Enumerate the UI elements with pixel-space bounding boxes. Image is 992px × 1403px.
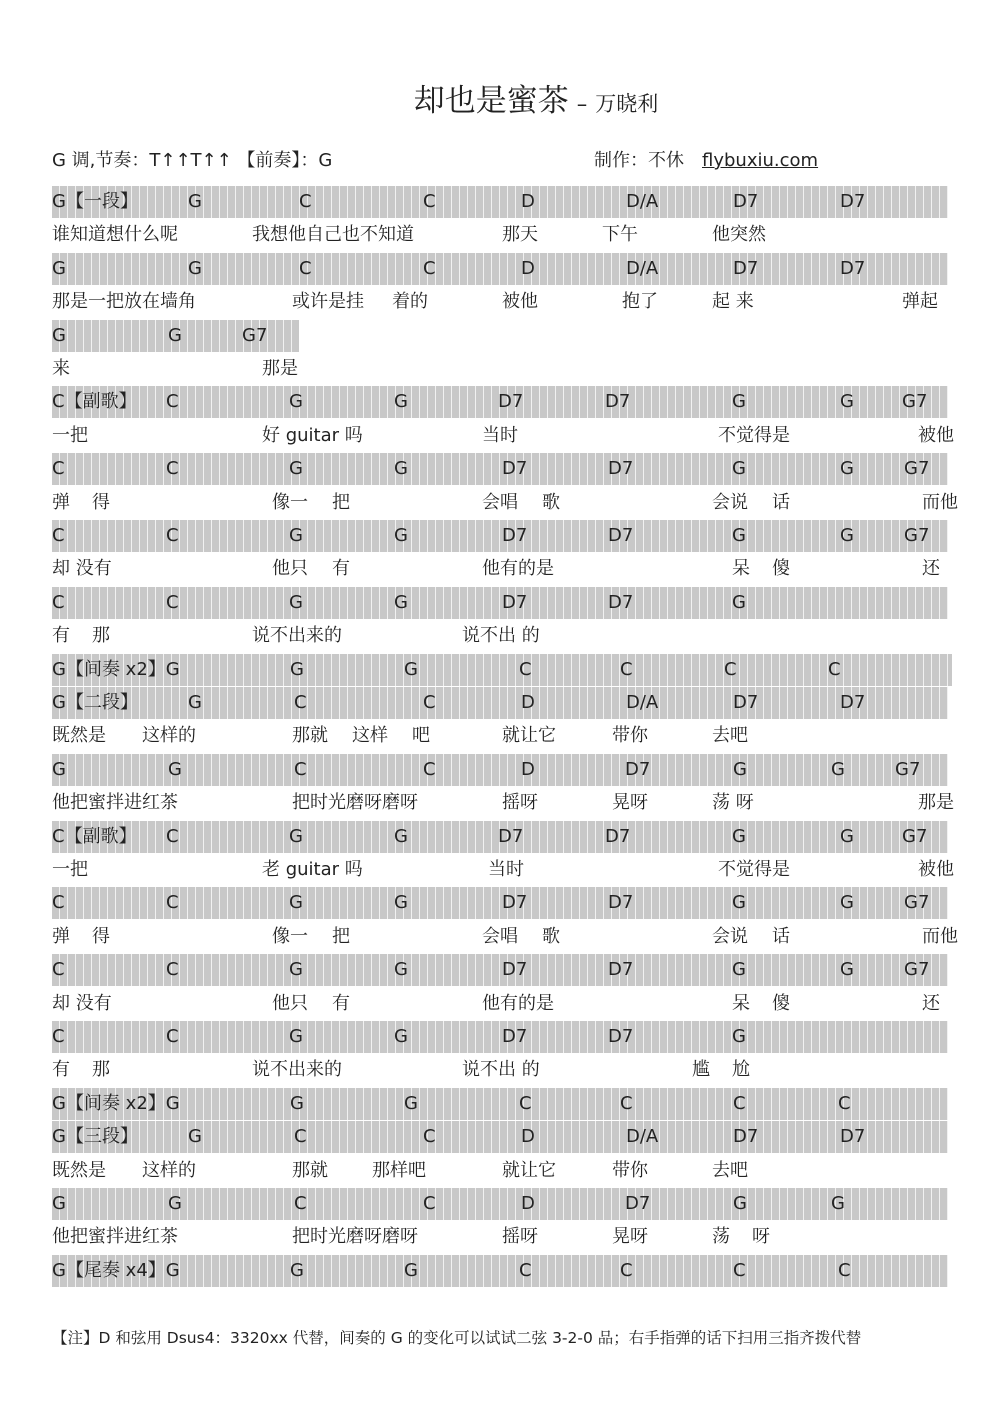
- chord-symbol: D: [521, 692, 535, 713]
- lyric-text: 下午: [602, 224, 638, 245]
- chord-symbol: C: [423, 1193, 436, 1214]
- chord-line: [52, 1088, 948, 1120]
- chord-symbol: D7: [502, 525, 528, 546]
- chord-line: [52, 186, 948, 218]
- maker-website-link[interactable]: flybuxiu.com: [702, 150, 819, 171]
- song-title: 却也是蜜茶: [413, 83, 569, 119]
- lyric-text: 我想他自己也不知道: [252, 224, 414, 245]
- chord-symbol: G: [52, 1193, 66, 1214]
- lyric-text: 他把蜜拌进红茶: [52, 792, 178, 813]
- lyric-text: 他突然: [712, 224, 766, 245]
- lyric-text: 起 来: [712, 291, 754, 312]
- lyric-text: 像一: [272, 492, 308, 513]
- chord-line: [52, 520, 948, 552]
- chord-symbol: G: [394, 959, 408, 980]
- chord-symbol: G: [289, 959, 303, 980]
- lyric-text: 就让它: [502, 1160, 556, 1181]
- chord-symbol: G: [188, 258, 202, 279]
- lyric-text: 呆: [732, 558, 750, 579]
- lyric-text: 他只: [272, 993, 308, 1014]
- lyric-text: 或许是挂: [292, 291, 364, 312]
- chord-symbol: C【副歌】: [52, 826, 137, 847]
- lyric-text: 有: [52, 1059, 70, 1080]
- chord-symbol: G: [840, 458, 854, 479]
- lyric-text: 有: [332, 558, 350, 579]
- chord-symbol: D/A: [626, 191, 659, 212]
- lyric-text: 带你: [612, 725, 648, 746]
- chord-symbol: D7: [608, 892, 634, 913]
- lyric-text: 来: [52, 358, 70, 379]
- chord-line: [52, 1121, 948, 1153]
- chord-symbol: C: [166, 592, 179, 613]
- chord-symbol: D7: [733, 191, 759, 212]
- lyric-text: 荡: [712, 1226, 730, 1247]
- lyric-text: 不觉得是: [718, 859, 790, 880]
- chord-symbol: C: [299, 258, 312, 279]
- chord-symbol: D7: [608, 959, 634, 980]
- chord-symbol: G: [732, 391, 746, 412]
- chord-symbol: G: [404, 659, 418, 680]
- chord-symbol: D7: [498, 391, 524, 412]
- chord-symbol: D: [521, 1193, 535, 1214]
- chord-symbol: G【三段】: [52, 1126, 138, 1147]
- chord-symbol: G: [188, 1126, 202, 1147]
- chord-symbol: G【尾奏 x4】G: [52, 1260, 180, 1281]
- chord-line: [52, 887, 948, 919]
- key-rhythm-info: G 调,节奏：T↑↑T↑↑ 【前奏】：G: [52, 150, 333, 171]
- lyric-text: 还: [922, 558, 940, 579]
- lyric-text: 晃呀: [612, 792, 648, 813]
- lyric-text: 还: [922, 993, 940, 1014]
- chord-symbol: C: [166, 391, 179, 412]
- lyric-text: 傻: [772, 558, 790, 579]
- lyric-text: 他有的是: [482, 558, 554, 579]
- lyric-text: 说不出来的: [252, 625, 342, 646]
- chord-symbol: G: [289, 826, 303, 847]
- lyric-text: 那就: [292, 725, 328, 746]
- lyric-text: 谁知道想什么呢: [52, 224, 178, 245]
- chord-symbol: C: [423, 258, 436, 279]
- lyric-text: 尬: [732, 1059, 750, 1080]
- lyric-text: 去吧: [712, 1160, 748, 1181]
- chord-symbol: G: [188, 692, 202, 713]
- lyric-text: 那是一把放在墙角: [52, 291, 196, 312]
- chord-symbol: C: [620, 1093, 633, 1114]
- chord-symbol: C: [620, 659, 633, 680]
- lyric-text: 那天: [502, 224, 538, 245]
- chord-symbol: G: [52, 325, 66, 346]
- lyric-text: 说不出来的: [252, 1059, 342, 1080]
- lyric-text: 却 没有: [52, 558, 112, 579]
- chord-symbol: C: [733, 1093, 746, 1114]
- chord-symbol: C: [838, 1093, 851, 1114]
- lyric-text: 着的: [392, 291, 428, 312]
- title-dash: –: [576, 92, 588, 116]
- chord-line: [52, 453, 948, 485]
- chord-symbol: G: [732, 826, 746, 847]
- chord-symbol: G: [394, 1026, 408, 1047]
- lyric-text: 会说: [712, 926, 748, 947]
- lyric-text: 那是: [918, 792, 954, 813]
- chord-symbol: G: [394, 892, 408, 913]
- chord-symbol: C: [519, 659, 532, 680]
- chord-symbol: C: [294, 759, 307, 780]
- lyric-text: 歌: [542, 492, 560, 513]
- chord-symbol: G: [404, 1260, 418, 1281]
- lyric-text: 晃呀: [612, 1226, 648, 1247]
- chord-symbol: C: [52, 1026, 65, 1047]
- lyric-text: 把: [332, 492, 350, 513]
- lyric-text: 带你: [612, 1160, 648, 1181]
- lyric-text: 说不出 的: [462, 625, 540, 646]
- lyric-text: 当时: [482, 425, 518, 446]
- chord-symbol: C: [52, 525, 65, 546]
- lyric-text: 这样的: [142, 725, 196, 746]
- lyric-text: 荡 呀: [712, 792, 754, 813]
- chord-symbol: G: [732, 592, 746, 613]
- chord-symbol: G7: [904, 959, 930, 980]
- chord-symbol: G: [290, 1093, 304, 1114]
- chord-symbol: G: [289, 458, 303, 479]
- chord-symbol: C: [828, 659, 841, 680]
- lyric-text: 会唱: [482, 492, 518, 513]
- lyric-text: 而他: [922, 492, 958, 513]
- chord-symbol: D7: [502, 592, 528, 613]
- lyric-text: 把: [332, 926, 350, 947]
- chord-symbol: D7: [608, 525, 634, 546]
- chord-symbol: G: [168, 325, 182, 346]
- chord-symbol: G: [840, 525, 854, 546]
- chord-symbol: G: [289, 1026, 303, 1047]
- chord-symbol: D7: [498, 826, 524, 847]
- chord-symbol: G: [732, 892, 746, 913]
- chord-symbol: G: [289, 391, 303, 412]
- chord-symbol: C: [166, 525, 179, 546]
- chord-symbol: D: [521, 258, 535, 279]
- maker-info: [594, 146, 818, 172]
- chord-symbol: D7: [840, 191, 866, 212]
- chord-symbol: D: [521, 759, 535, 780]
- chord-symbol: D7: [605, 391, 631, 412]
- chord-symbol: C: [620, 1260, 633, 1281]
- lyric-text: 那就: [292, 1160, 328, 1181]
- chord-symbol: G7: [902, 391, 928, 412]
- chord-symbol: G: [840, 826, 854, 847]
- chord-symbol: C: [166, 959, 179, 980]
- chord-symbol: C: [519, 1260, 532, 1281]
- chord-symbol: G: [52, 759, 66, 780]
- chord-line: [52, 687, 948, 719]
- chord-line: [52, 386, 948, 418]
- chord-symbol: D7: [840, 692, 866, 713]
- lyric-text: 弹起: [902, 291, 938, 312]
- chord-symbol: D7: [733, 692, 759, 713]
- chord-symbol: G: [732, 525, 746, 546]
- lyric-text: 弹: [52, 926, 70, 947]
- artist-name: 万晓利: [595, 92, 659, 116]
- lyric-text: 那是: [262, 358, 298, 379]
- chord-symbol: C: [838, 1260, 851, 1281]
- chord-symbol: D7: [608, 458, 634, 479]
- chord-line: [52, 1188, 948, 1220]
- chord-symbol: G: [840, 892, 854, 913]
- chord-symbol: C: [52, 458, 65, 479]
- lyric-text: 话: [772, 926, 790, 947]
- chord-symbol: G: [394, 458, 408, 479]
- lyric-text: 却 没有: [52, 993, 112, 1014]
- chord-line: [52, 1255, 948, 1287]
- chord-symbol: C: [294, 1193, 307, 1214]
- chord-symbol: G7: [904, 892, 930, 913]
- chord-symbol: C: [52, 959, 65, 980]
- lyric-text: 他只: [272, 558, 308, 579]
- lyric-text: 被他: [918, 425, 954, 446]
- chord-symbol: G【间奏 x2】G: [52, 1093, 180, 1114]
- chord-symbol: C: [423, 759, 436, 780]
- chord-symbol: G: [289, 525, 303, 546]
- chord-symbol: C: [294, 692, 307, 713]
- chord-line: [52, 253, 948, 285]
- chord-symbol: D7: [502, 892, 528, 913]
- lyric-text: 他有的是: [482, 993, 554, 1014]
- lyric-text: 歌: [542, 926, 560, 947]
- chord-symbol: C: [299, 191, 312, 212]
- lyric-text: 不觉得是: [718, 425, 790, 446]
- lyric-text: 那: [92, 625, 110, 646]
- chord-symbol: G: [733, 1193, 747, 1214]
- chord-line: [52, 1021, 948, 1053]
- lyric-text: 摇呀: [502, 792, 538, 813]
- chord-symbol: D/A: [626, 1126, 659, 1147]
- lyric-text: 既然是: [52, 1160, 106, 1181]
- chord-symbol: G【一段】: [52, 191, 138, 212]
- lyric-text: 吧: [412, 725, 430, 746]
- chord-symbol: D/A: [626, 692, 659, 713]
- chord-symbol: G: [394, 592, 408, 613]
- chord-symbol: C: [166, 892, 179, 913]
- chord-symbol: G7: [904, 458, 930, 479]
- lyric-text: 会说: [712, 492, 748, 513]
- chord-symbol: C: [423, 1126, 436, 1147]
- chord-symbol: G: [404, 1093, 418, 1114]
- maker-label: 制作：不休: [594, 150, 684, 171]
- footnote: 【注】D 和弦用 Dsus4：3320xx 代替，间奏的 G 的变化可以试试二弦 3-2-0 品；右手指弹的话下扫用三指齐拨代替: [52, 1329, 862, 1347]
- lyric-text: 被他: [918, 859, 954, 880]
- lyric-text: 这样: [352, 725, 388, 746]
- lyric-text: 一把: [52, 859, 88, 880]
- chord-symbol: C: [166, 1026, 179, 1047]
- chord-symbol: G: [840, 959, 854, 980]
- lyric-text: 弹: [52, 492, 70, 513]
- chord-symbol: G: [733, 759, 747, 780]
- chord-symbol: D7: [733, 258, 759, 279]
- chord-symbol: C: [166, 458, 179, 479]
- chord-symbol: G7: [242, 325, 268, 346]
- chord-symbol: G: [394, 391, 408, 412]
- chord-line: [52, 821, 948, 853]
- lyric-text: 尴: [692, 1059, 710, 1080]
- lyric-text: 傻: [772, 993, 790, 1014]
- chord-symbol: G【二段】: [52, 692, 138, 713]
- lyric-text: 老 guitar 吗: [262, 859, 363, 880]
- chord-symbol: G: [732, 458, 746, 479]
- chord-symbol: G: [840, 391, 854, 412]
- chord-symbol: G7: [902, 826, 928, 847]
- chord-symbol: C: [519, 1093, 532, 1114]
- lyric-text: 呆: [732, 993, 750, 1014]
- lyric-text: 那样吧: [372, 1160, 426, 1181]
- chord-symbol: D7: [605, 826, 631, 847]
- chord-symbol: G: [289, 892, 303, 913]
- chord-symbol: C: [423, 191, 436, 212]
- chord-symbol: G: [168, 1193, 182, 1214]
- chord-symbol: D7: [608, 1026, 634, 1047]
- chord-line: [52, 587, 948, 619]
- lyric-text: 呀: [752, 1226, 770, 1247]
- chord-symbol: C: [52, 892, 65, 913]
- chord-symbol: G: [831, 1193, 845, 1214]
- chord-line: [52, 320, 299, 352]
- chord-symbol: G: [290, 659, 304, 680]
- chord-symbol: D: [521, 1126, 535, 1147]
- lyric-text: 像一: [272, 926, 308, 947]
- lyric-text: 有: [52, 625, 70, 646]
- chord-symbol: G: [394, 525, 408, 546]
- chord-symbol: C: [166, 826, 179, 847]
- chord-symbol: D7: [608, 592, 634, 613]
- lyric-text: 有: [332, 993, 350, 1014]
- lyric-text: 好 guitar 吗: [262, 425, 363, 446]
- lyric-text: 得: [92, 492, 110, 513]
- lyric-text: 既然是: [52, 725, 106, 746]
- chord-symbol: C: [724, 659, 737, 680]
- chord-line: [52, 954, 948, 986]
- chord-symbol: D7: [840, 258, 866, 279]
- song-title-block: [0, 75, 992, 120]
- chord-symbol: G: [188, 191, 202, 212]
- lyric-text: 摇呀: [502, 1226, 538, 1247]
- lyric-text: 当时: [488, 859, 524, 880]
- lyric-text: 把时光磨呀磨呀: [292, 1226, 418, 1247]
- lyric-text: 去吧: [712, 725, 748, 746]
- lyric-text: 话: [772, 492, 790, 513]
- chord-symbol: D7: [733, 1126, 759, 1147]
- lyric-text: 被他: [502, 291, 538, 312]
- chord-symbol: C: [294, 1126, 307, 1147]
- lyric-text: 就让它: [502, 725, 556, 746]
- chord-symbol: D7: [840, 1126, 866, 1147]
- chord-symbol: G: [732, 1026, 746, 1047]
- chord-symbol: G【间奏 x2】G: [52, 659, 180, 680]
- lyric-text: 他把蜜拌进红茶: [52, 1226, 178, 1247]
- chord-symbol: G: [52, 258, 66, 279]
- chord-symbol: C: [733, 1260, 746, 1281]
- chord-line: [52, 654, 952, 686]
- chord-symbol: C: [423, 692, 436, 713]
- lyric-text: 抱了: [622, 291, 658, 312]
- chord-symbol: D: [521, 191, 535, 212]
- chord-symbol: G: [168, 759, 182, 780]
- lyric-text: 那: [92, 1059, 110, 1080]
- chord-symbol: C: [52, 592, 65, 613]
- lyric-text: 这样的: [142, 1160, 196, 1181]
- chord-symbol: G7: [895, 759, 921, 780]
- chord-symbol: G: [394, 826, 408, 847]
- chord-symbol: D7: [502, 959, 528, 980]
- chord-symbol: G: [732, 959, 746, 980]
- chord-symbol: D7: [625, 759, 651, 780]
- chord-symbol: G: [831, 759, 845, 780]
- lyric-text: 把时光磨呀磨呀: [292, 792, 418, 813]
- lyric-text: 一把: [52, 425, 88, 446]
- lyric-text: 会唱: [482, 926, 518, 947]
- chord-symbol: G: [290, 1260, 304, 1281]
- chord-symbol: G7: [904, 525, 930, 546]
- chord-symbol: D7: [502, 458, 528, 479]
- chord-symbol: D7: [502, 1026, 528, 1047]
- lyric-text: 得: [92, 926, 110, 947]
- chord-symbol: G: [289, 592, 303, 613]
- chord-symbol: D/A: [626, 258, 659, 279]
- chord-symbol: D7: [625, 1193, 651, 1214]
- chord-symbol: C【副歌】: [52, 391, 137, 412]
- chord-line: [52, 754, 948, 786]
- lyric-text: 说不出 的: [462, 1059, 540, 1080]
- lyric-text: 而他: [922, 926, 958, 947]
